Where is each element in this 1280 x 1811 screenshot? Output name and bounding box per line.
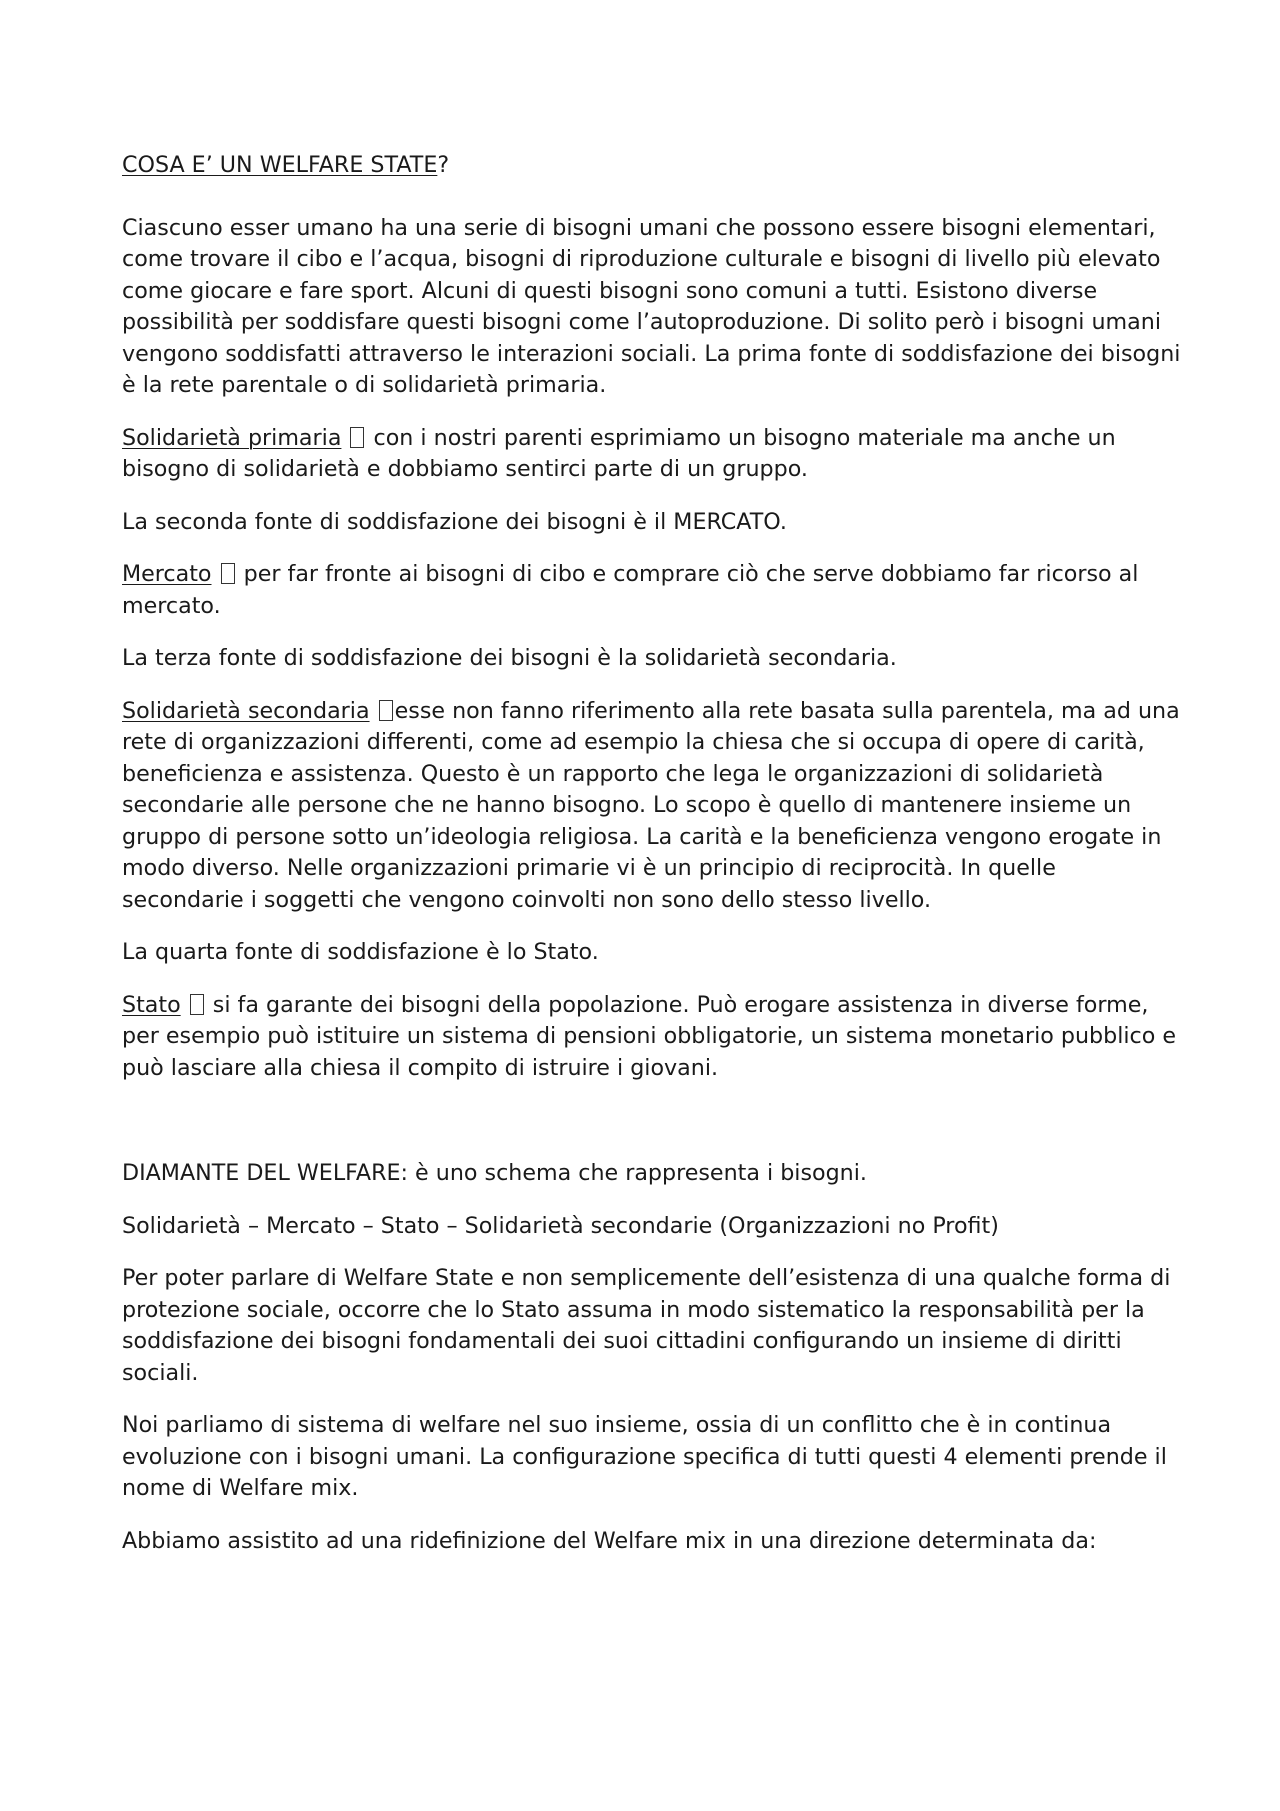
solidarieta-primaria-text: con i nostri parenti esprimiamo un bisogno materiale ma anche un bisogno di solidarietà e dobbiamo sentirci parte di un gruppo. bbox=[122, 424, 1116, 482]
solidarieta-primaria-term: Solidarietà primaria bbox=[122, 424, 342, 451]
mercato-paragraph bbox=[122, 559, 1182, 622]
intro-paragraph: Ciascuno esser umano ha una serie di bisogni umani che possono essere bisogni elementari, come trovare il cibo e l’acqua, bisogni di riproduzione culturale e bisogni di livello più elevato come giocare e fare sport. Alcuni di questi bisogni sono comuni a tutti. Esistono diverse possibilità per soddisfare questi bisogni come l’autoproduzione. Di solito però i bisogni umani vengono soddisfatti attraverso le interazioni sociali. La prima fonte di soddisfazione dei bisogni è la rete parentale o di solidarietà primaria. bbox=[122, 214, 1181, 398]
welfare-mix-paragraph: Noi parliamo di sistema di welfare nel suo insieme, ossia di un conflitto che è in continua evoluzione con i bisogni umani. La configurazione specifica di tutti questi 4 elementi prende il nome di Welfare mix. bbox=[122, 1412, 1167, 1501]
title-suffix: ? bbox=[437, 152, 450, 178]
elenco-paragraph: Solidarietà – Mercato – Stato – Solidarietà secondarie (Organizzazioni no Profit) bbox=[122, 1212, 999, 1239]
solidarieta-secondaria-paragraph bbox=[122, 696, 1182, 917]
welfare-state-paragraph: Per poter parlare di Welfare State e non semplicemente dell’esistenza di una qualche forma di protezione sociale, occorre che lo Stato assuma in modo sistematico la responsabilità per la soddisfazione dei bisogni fondamentali dei suoi cittadini configurando un insieme di diritti sociali. bbox=[122, 1265, 1171, 1386]
stato-term: Stato bbox=[122, 991, 181, 1018]
mercato-text: per far fronte ai bisogni di cibo e comprare ciò che serve dobbiamo far ricorso al mercato. bbox=[122, 561, 1139, 619]
quarta-fonte-paragraph: La quarta fonte di soddisfazione è lo Stato. bbox=[122, 939, 599, 965]
seconda-fonte-paragraph: La seconda fonte di soddisfazione dei bisogni è il MERCATO. bbox=[122, 508, 787, 535]
arrow-placeholder-icon bbox=[350, 427, 364, 448]
stato-text: si fa garante dei bisogni della popolazione. Può erogare assistenza in diverse forme, per esempio può istituire un sistema di pensioni obbligatorie, un sistema monetario pubblico e può lasciare alla chiesa il compito di istruire i giovani. bbox=[122, 991, 1177, 1081]
solidarieta-secondaria-text: esse non fanno riferimento alla rete basata sulla parentela, ma ad una rete di organizzazioni differenti, come ad esempio la chiesa che si occupa di opere di carità, beneficienza e assistenza. Questo è un rapporto che lega le organizzazioni di solidarietà secondarie alle persone che ne hanno bisogno. Lo scopo è quello di mantenere insieme un gruppo di persone sotto un’ideologia religiosa. La carità e la beneficienza vengono erogate in modo diverso. Nelle organizzazioni primarie vi è un principio di reciprocità. In quelle secondarie i soggetti che vengono coinvolti non sono dello stesso livello. bbox=[122, 697, 1180, 913]
diamante-paragraph: DIAMANTE DEL WELFARE: è uno schema che rappresenta i bisogni. bbox=[122, 1160, 867, 1186]
solidarieta-secondaria-term: Solidarietà secondaria bbox=[122, 697, 370, 724]
ridefinizione-paragraph: Abbiamo assistito ad una ridefinizione del Welfare mix in una direzione determinata da: bbox=[122, 1527, 1097, 1554]
arrow-placeholder-icon bbox=[190, 994, 204, 1015]
terza-fonte-paragraph: La terza fonte di soddisfazione dei bisogni è la solidarietà secondaria. bbox=[122, 645, 897, 671]
stato-paragraph bbox=[122, 990, 1182, 1085]
document-title bbox=[122, 150, 1182, 182]
arrow-placeholder-icon bbox=[379, 700, 393, 721]
solidarieta-primaria-paragraph bbox=[122, 423, 1182, 486]
document-page bbox=[122, 150, 1182, 1578]
arrow-placeholder-icon bbox=[221, 563, 235, 584]
mercato-term: Mercato bbox=[122, 561, 212, 587]
title-underlined: COSA E’ UN WELFARE STATE bbox=[122, 152, 438, 178]
